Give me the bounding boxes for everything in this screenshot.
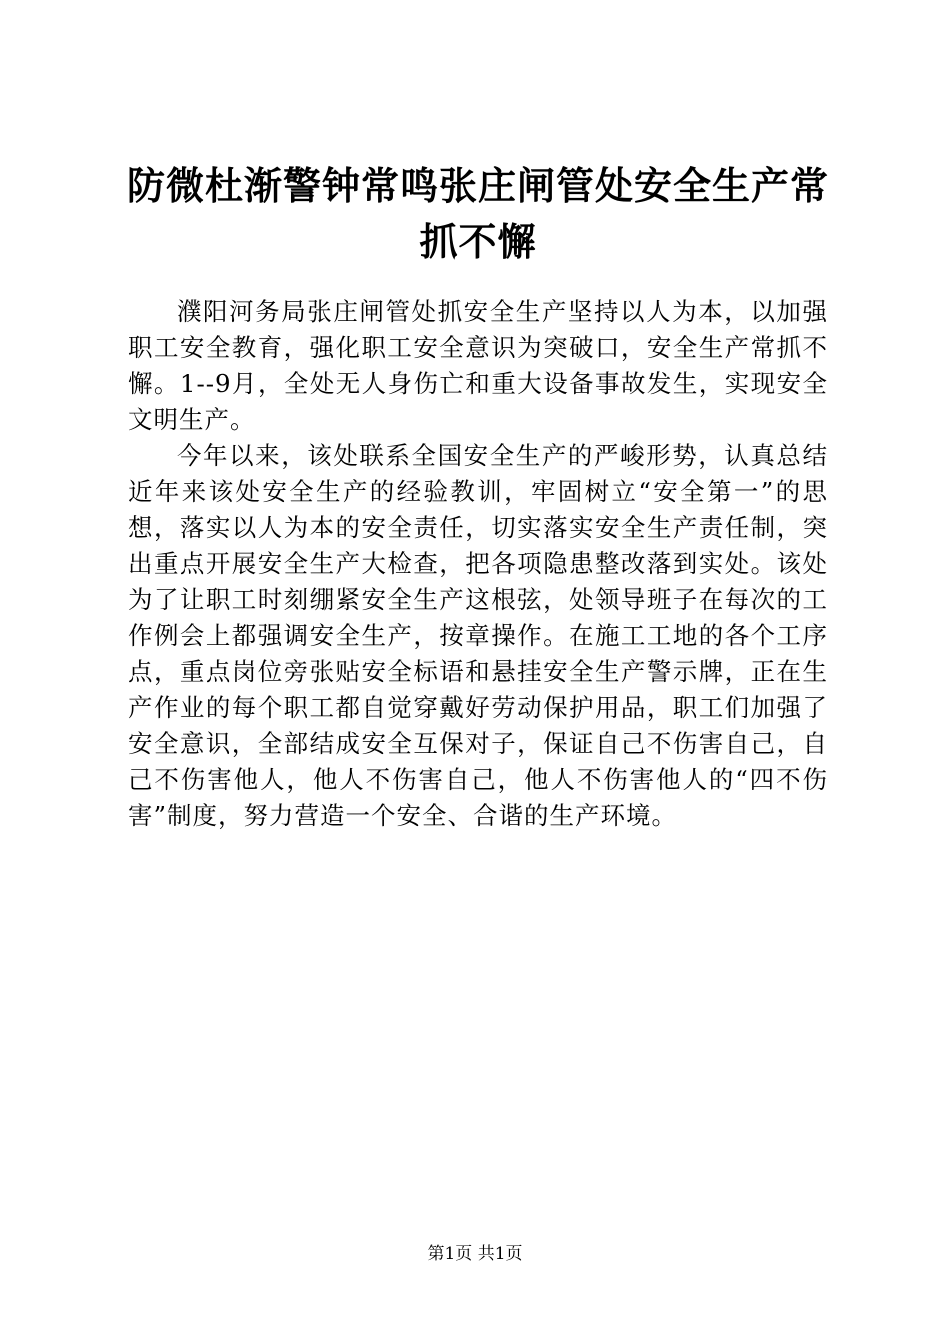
paragraph-1: 濮阳河务局张庄闸管处抓安全生产坚持以人为本，以加强职工安全教育，强化职工安全意识为突破口，安全生产常抓不懈。1--9月，全处无人身伤亡和重大设备事故发生，实现安全文明生产。 (128, 297, 828, 434)
page-footer: 第1页 共1页 (427, 1244, 523, 1264)
paragraph-2: 今年以来，该处联系全国安全生产的严峻形势，认真总结近年来该处安全生产的经验教训，牢固树立“安全第一”的思想，落实以人为本的安全责任，切实落实安全生产责任制，突出重点开展安全生产大检查，把各项隐患整改落到实处。该处为了让职工时刻绷紧安全生产这根弦，处领导班子在每次的工作例会上都强调安全生产，按章操作。在施工工地的各个工序点，重点岗位旁张贴安全标语和悬挂安全生产警示牌，正在生产作业的每个职工都自觉穿戴好劳动保护用品，职工们加强了安全意识，全部结成安全互保对子，保证自己不伤害自己，自己不伤害他人，他人不伤害自己，他人不伤害他人的“四不伤害”制度，努力营造一个安全、合谐的生产环境。 (128, 441, 828, 830)
document-body (128, 294, 828, 834)
document-title: 防微杜渐警钟常鸣张庄闸管处安全生产常抓不懈 (126, 164, 829, 264)
